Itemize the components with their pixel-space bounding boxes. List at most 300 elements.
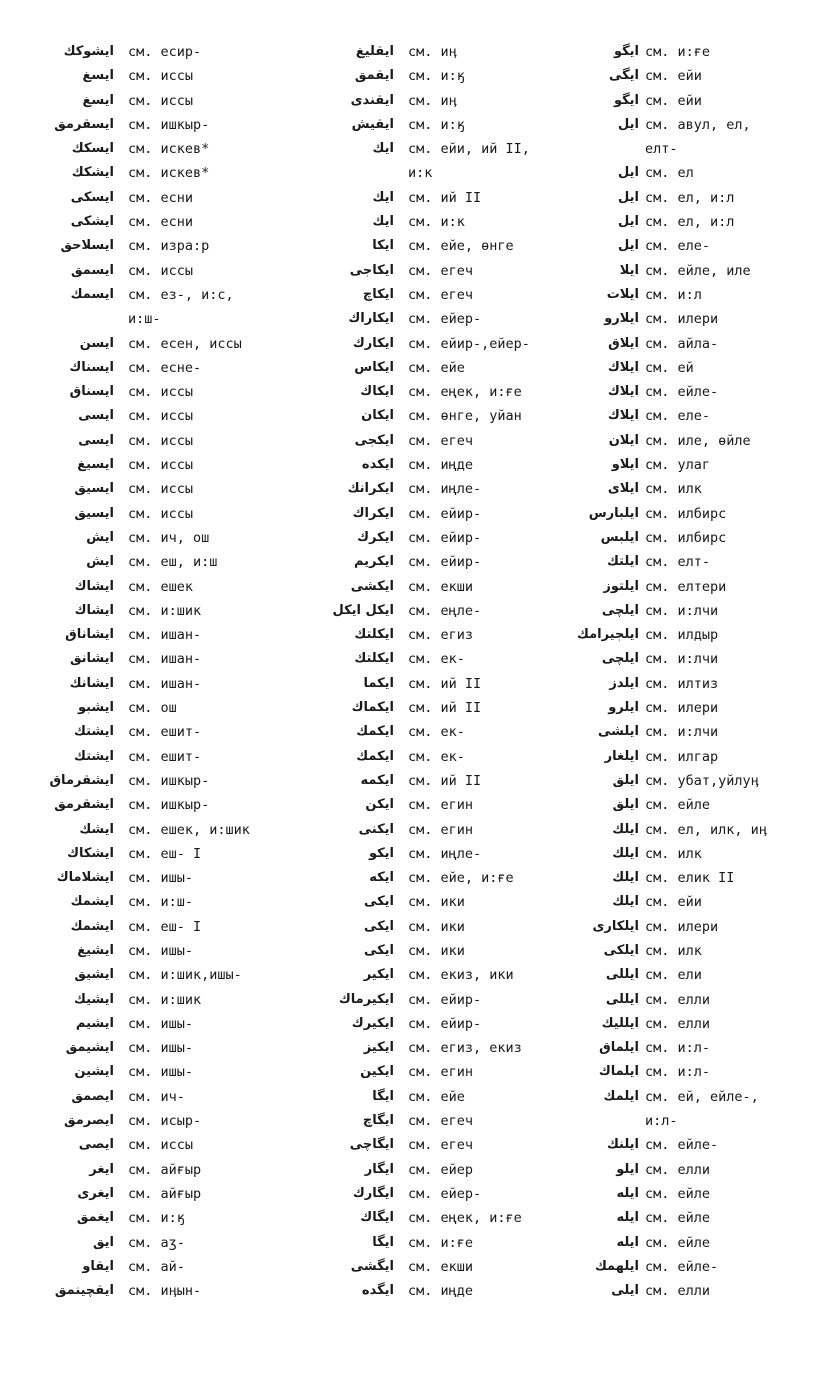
dictionary-entry — [10, 890, 275, 914]
headword-arabic: ایلچی — [601, 602, 639, 618]
cross-reference-gloss: см. ейир- — [408, 529, 482, 546]
cross-reference-gloss: см. еле- — [645, 408, 711, 425]
dictionary-entry — [10, 939, 275, 963]
headword-arabic: ایگار — [364, 1161, 394, 1177]
cross-reference-gloss: см. еш- I — [128, 918, 202, 935]
cross-reference-gloss: см. еңек, и:ғе — [408, 1210, 522, 1227]
cross-reference-gloss: см. есне- — [128, 359, 202, 376]
headword-arabic: ایكی — [363, 918, 394, 934]
headword-arabic: ایلاك — [607, 408, 639, 424]
dictionary-entry — [566, 575, 828, 599]
dictionary-entry — [10, 793, 275, 817]
dictionary-entry — [10, 137, 275, 161]
headword-arabic: ایشیك — [74, 991, 114, 1007]
headword-arabic: ایلرو — [608, 700, 639, 716]
headword-arabic: ایگاك — [360, 1210, 394, 1226]
headword-arabic: ایشانك — [69, 675, 114, 691]
headword-arabic: ایلهمك — [594, 1258, 639, 1274]
dictionary-entry — [10, 380, 275, 404]
dictionary-entry — [10, 915, 275, 939]
headword-arabic: ایلنك — [606, 1137, 639, 1153]
dictionary-entry — [566, 550, 828, 574]
dictionary-entry — [10, 502, 275, 526]
headword-arabic: ایللی — [605, 991, 639, 1007]
cross-reference-gloss: см. ейер- — [408, 311, 482, 328]
cross-reference-gloss: см. илери — [645, 700, 719, 717]
dictionary-entry — [10, 453, 275, 477]
headword-arabic: ایشوکك — [63, 44, 114, 59]
dictionary-entry — [10, 550, 275, 574]
dictionary-entry — [566, 1206, 828, 1230]
dictionary-entry — [566, 307, 828, 331]
cross-reference-gloss: см. екши — [408, 578, 474, 595]
dictionary-entry — [10, 842, 275, 866]
dictionary-entry — [566, 526, 828, 550]
cross-reference-gloss: см. иссы — [128, 68, 194, 85]
cross-reference-gloss: см. егеч — [408, 432, 474, 449]
cross-reference-gloss: см. ош — [128, 700, 177, 717]
cross-reference-gloss: см. илтиз — [645, 675, 719, 692]
cross-reference-gloss: см. есни — [128, 189, 194, 206]
dictionary-entry — [566, 380, 828, 404]
headword-arabic: ایقندی — [350, 92, 394, 108]
headword-arabic: ایقچینمق — [54, 1283, 114, 1299]
dictionary-entry — [10, 599, 275, 623]
dictionary-entry — [10, 1206, 275, 1230]
dictionary-entry — [10, 477, 275, 501]
dictionary-entry — [10, 1133, 275, 1157]
cross-reference-gloss: см. елли — [645, 991, 711, 1008]
cross-reference-gloss: см. ейир- — [408, 991, 482, 1008]
dictionary-entry — [566, 1060, 828, 1084]
cross-reference-gloss: см. иӊ — [408, 92, 457, 109]
dictionary-entry — [300, 842, 565, 866]
dictionary-entry — [10, 404, 275, 428]
dictionary-entry — [300, 113, 565, 137]
headword-arabic: ایكیز — [363, 1040, 394, 1056]
headword-arabic: ایقیش — [351, 116, 394, 132]
headword-arabic: ایسمق — [71, 262, 114, 278]
headword-arabic: ایصی — [78, 1137, 114, 1153]
dictionary-entry — [300, 210, 565, 234]
headword-arabic: ایله — [616, 1234, 639, 1250]
headword-arabic: ایشین — [74, 1064, 114, 1080]
cross-reference-gloss: см. иңде — [408, 457, 474, 474]
cross-reference-gloss: см. иссы — [128, 481, 194, 498]
dictionary-entry — [300, 1182, 565, 1206]
dictionary-entry — [300, 720, 565, 744]
dictionary-column-1 — [10, 40, 275, 1303]
cross-reference-gloss: см. улаг — [645, 457, 711, 474]
headword-arabic: ایلك — [612, 845, 639, 861]
headword-arabic: ایلاق — [608, 335, 639, 351]
dictionary-entry — [300, 186, 565, 210]
cross-reference-gloss: см. егеч — [408, 286, 474, 303]
headword-arabic: ایسكك — [71, 141, 114, 157]
headword-arabic: ایگی — [608, 68, 639, 84]
cross-reference-gloss: см. илдыр — [645, 627, 719, 644]
cross-reference-gloss: см. и:ш- — [128, 894, 194, 911]
headword-arabic: ایسی — [78, 432, 114, 448]
cross-reference-gloss: см. елт- — [645, 554, 711, 571]
headword-arabic: ایلشی — [597, 724, 639, 740]
cross-reference-gloss: см. илк — [645, 845, 702, 862]
cross-reference-gloss: см. елли — [645, 1015, 711, 1032]
dictionary-entry — [300, 1158, 565, 1182]
headword-arabic: ایله — [616, 1185, 639, 1201]
headword-arabic: ایسیغ — [77, 457, 114, 473]
headword-arabic: ایكاس — [354, 359, 394, 375]
headword-arabic: ایل — [618, 214, 639, 230]
headword-arabic: ایقاو — [82, 1258, 114, 1274]
dictionary-entry — [10, 429, 275, 453]
headword-arabic: ایكماك — [351, 700, 394, 716]
cross-reference-gloss: см. ишкыр- — [128, 772, 210, 789]
cross-reference-gloss: см. иңле- — [408, 481, 482, 498]
dictionary-entry — [10, 988, 275, 1012]
dictionary-entry — [10, 1231, 275, 1255]
dictionary-entry — [566, 672, 828, 696]
dictionary-entry — [300, 1036, 565, 1060]
cross-reference-gloss: см. екиз, ики — [408, 967, 514, 984]
cross-reference-gloss: см. убат,уйлуӊ — [645, 772, 759, 789]
dictionary-entry — [566, 623, 828, 647]
cross-reference-gloss: см. егеч — [408, 1137, 474, 1154]
dictionary-entry — [566, 1182, 828, 1206]
dictionary-entry — [300, 380, 565, 404]
cross-reference-gloss: см. ейир- — [408, 1015, 482, 1032]
headword-arabic: ایقلیغ — [355, 44, 394, 59]
headword-arabic: ایلك — [612, 894, 639, 910]
headword-arabic: ایلبس — [600, 529, 639, 545]
dictionary-entry — [10, 283, 275, 332]
dictionary-entry — [566, 429, 828, 453]
dictionary-entry — [300, 453, 565, 477]
dictionary-entry — [300, 1255, 565, 1279]
dictionary-entry — [300, 64, 565, 88]
cross-reference-gloss: см. ей, ейле-, и:л- — [645, 1088, 759, 1130]
cross-reference-gloss: см. елик II — [645, 870, 735, 887]
dictionary-entry — [10, 1036, 275, 1060]
dictionary-entry — [10, 161, 275, 185]
dictionary-entry — [566, 769, 828, 793]
dictionary-entry — [566, 915, 828, 939]
headword-arabic: ایكمك — [356, 724, 394, 740]
dictionary-entry — [566, 599, 828, 623]
cross-reference-gloss: см. еңек, и:ғе — [408, 384, 522, 401]
headword-arabic: ایلای — [607, 481, 639, 497]
headword-arabic: ایكریم — [353, 554, 394, 570]
cross-reference-gloss: см. ейе — [408, 359, 465, 376]
headword-arabic: ایكده — [361, 457, 394, 473]
headword-arabic: ایكرك — [357, 529, 394, 545]
cross-reference-gloss: см. ейер- — [408, 1185, 482, 1202]
cross-reference-gloss: см. еңле- — [408, 602, 482, 619]
dictionary-entry — [10, 647, 275, 671]
headword-arabic: ایشلاماك — [56, 870, 114, 886]
headword-arabic: ایلی — [611, 1283, 639, 1299]
headword-arabic: ایش — [86, 554, 114, 570]
headword-arabic: ایشبو — [77, 700, 114, 716]
cross-reference-gloss: см. ейе — [408, 1088, 465, 1105]
cross-reference-gloss: см. ейе, өнге — [408, 238, 514, 255]
cross-reference-gloss: см. ишкыр- — [128, 116, 210, 133]
dictionary-entry — [300, 1279, 565, 1303]
cross-reference-gloss: см. ейле- — [645, 1137, 719, 1154]
dictionary-entry — [566, 988, 828, 1012]
dictionary-entry — [566, 720, 828, 744]
headword-arabic: ایل — [618, 189, 639, 205]
dictionary-entry — [566, 1036, 828, 1060]
headword-arabic: ایسناك — [69, 359, 114, 375]
headword-arabic: ایكیر — [363, 967, 394, 983]
headword-arabic: ایشیم — [75, 1015, 114, 1031]
dictionary-entry — [10, 575, 275, 599]
cross-reference-gloss: см. ич- — [128, 1088, 185, 1105]
dictionary-entry — [566, 1279, 828, 1303]
cross-reference-gloss: см. ишы- — [128, 1064, 194, 1081]
headword-arabic: ایل — [618, 165, 639, 181]
cross-reference-gloss: см. еле- — [645, 238, 711, 255]
cross-reference-gloss: см. ейле- — [645, 384, 719, 401]
cross-reference-gloss: см. иссы — [128, 92, 194, 109]
cross-reference-gloss: см. иңде — [408, 1283, 474, 1300]
dictionary-entry — [300, 234, 565, 258]
cross-reference-gloss: см. ешек — [128, 578, 194, 595]
headword-arabic: ایسناق — [69, 384, 114, 400]
dictionary-entry — [10, 1085, 275, 1109]
cross-reference-gloss: см. өнге, уйан — [408, 408, 522, 425]
cross-reference-gloss: см. ейле — [645, 1210, 711, 1227]
dictionary-entry — [300, 550, 565, 574]
headword-arabic: ایشتك — [74, 748, 114, 764]
cross-reference-gloss: см. и:ғе — [408, 1234, 474, 1251]
headword-arabic: ایلمك — [603, 1088, 639, 1104]
dictionary-column-2 — [300, 40, 565, 1303]
cross-reference-gloss: см. егин — [408, 821, 474, 838]
dictionary-entry — [300, 137, 565, 186]
cross-reference-gloss: см. ишан- — [128, 675, 202, 692]
cross-reference-gloss: см. ек- — [408, 724, 465, 741]
cross-reference-gloss: см. ишы- — [128, 942, 194, 959]
headword-arabic: ایكو — [368, 845, 394, 861]
dictionary-entry — [566, 1255, 828, 1279]
cross-reference-gloss: см. айла- — [645, 335, 719, 352]
dictionary-entry — [300, 1231, 565, 1255]
headword-arabic: ایلکی — [603, 942, 639, 958]
dictionary-entry — [10, 963, 275, 987]
dictionary-entry — [10, 332, 275, 356]
dictionary-entry — [10, 356, 275, 380]
cross-reference-gloss: см. ейир- — [408, 505, 482, 522]
dictionary-entry — [300, 1085, 565, 1109]
headword-arabic: ایقمق — [354, 68, 394, 84]
dictionary-entry — [566, 1158, 828, 1182]
dictionary-entry — [566, 818, 828, 842]
headword-arabic: ایلق — [612, 797, 639, 813]
headword-arabic: ایسغ — [82, 92, 114, 108]
headword-arabic: ایشقرمق — [54, 797, 114, 813]
dictionary-entry — [10, 1279, 275, 1303]
headword-arabic: ایكمك — [356, 748, 394, 764]
headword-arabic: ایكاجی — [349, 262, 394, 278]
cross-reference-gloss: см. иӊын- — [128, 1283, 202, 1300]
headword-arabic: ایكنی — [358, 821, 394, 837]
headword-arabic: ایكلتك — [354, 627, 394, 643]
headword-arabic: ایش — [86, 529, 114, 545]
dictionary-entry — [566, 866, 828, 890]
dictionary-entry — [300, 939, 565, 963]
headword-arabic: ایشانق — [69, 651, 114, 667]
headword-arabic: ایسن — [79, 335, 114, 351]
cross-reference-gloss: см. и:л- — [645, 1040, 711, 1057]
cross-reference-gloss: см. илбирс — [645, 529, 727, 546]
dictionary-entry — [566, 161, 828, 185]
cross-reference-gloss: см. елли — [645, 1161, 711, 1178]
headword-arabic: ایگارك — [352, 1185, 394, 1201]
dictionary-entry — [10, 1255, 275, 1279]
cross-reference-gloss: см. ики — [408, 918, 465, 935]
headword-arabic: ایلتوز — [603, 578, 639, 594]
headword-arabic: ایكی — [363, 942, 394, 958]
cross-reference-gloss: см. иссы — [128, 457, 194, 474]
cross-reference-gloss: см. ики — [408, 894, 465, 911]
dictionary-entry — [300, 963, 565, 987]
headword-arabic: ایللیك — [601, 1015, 639, 1031]
cross-reference-gloss: см. и:ӄ — [408, 68, 465, 85]
headword-arabic: ایشتك — [74, 724, 114, 740]
headword-arabic: ایشکی — [70, 214, 114, 230]
cross-reference-gloss: см. ел, илк, иӊ — [645, 821, 767, 838]
dictionary-entry — [566, 842, 828, 866]
headword-arabic: ایگو — [613, 44, 639, 59]
cross-reference-gloss: см. ейир- — [408, 554, 482, 571]
dictionary-entry — [10, 40, 275, 64]
cross-reference-gloss: см. ел, и:л — [645, 214, 735, 231]
cross-reference-gloss: см. илери — [645, 311, 719, 328]
headword-arabic: ایشاك — [74, 602, 114, 618]
dictionary-entry — [300, 502, 565, 526]
cross-reference-gloss: см. ишан- — [128, 627, 202, 644]
headword-arabic: ایكمه — [360, 772, 394, 788]
cross-reference-gloss: см. иссы — [128, 262, 194, 279]
cross-reference-gloss: см. ишы- — [128, 1015, 194, 1032]
dictionary-entry — [10, 210, 275, 234]
headword-arabic: ایكل ایكل — [332, 602, 394, 618]
cross-reference-gloss: см. и:л — [645, 286, 702, 303]
dictionary-entry — [566, 647, 828, 671]
cross-reference-gloss: см. илери — [645, 918, 719, 935]
cross-reference-gloss: см. и:шик — [128, 602, 202, 619]
cross-reference-gloss: см. елли — [645, 1283, 711, 1300]
dictionary-entry — [10, 1182, 275, 1206]
dictionary-entry — [300, 866, 565, 890]
cross-reference-gloss: см. илгар — [645, 748, 719, 765]
dictionary-entry — [300, 890, 565, 914]
headword-arabic: ایل — [618, 116, 639, 132]
headword-arabic: ایكین — [360, 1064, 394, 1080]
dictionary-entry — [566, 186, 828, 210]
headword-arabic: ایكجی — [354, 432, 394, 448]
dictionary-entry — [566, 113, 828, 162]
cross-reference-gloss: см. ейи — [645, 894, 702, 911]
headword-arabic: ایلق — [612, 772, 639, 788]
headword-arabic: ایشك — [79, 821, 114, 837]
dictionary-entry — [566, 502, 828, 526]
headword-arabic: ایكان — [361, 408, 394, 424]
cross-reference-gloss: см. и:л- — [645, 1064, 711, 1081]
cross-reference-gloss: см. ейле, иле — [645, 262, 751, 279]
cross-reference-gloss: см. есни — [128, 214, 194, 231]
dictionary-entry — [10, 64, 275, 88]
headword-arabic: ایك — [372, 189, 394, 205]
dictionary-entry — [300, 477, 565, 501]
headword-arabic: ایكاك — [360, 384, 394, 400]
cross-reference-gloss: см. ешит- — [128, 724, 202, 741]
dictionary-entry — [10, 259, 275, 283]
dictionary-entry — [566, 40, 828, 64]
dictionary-entry — [300, 283, 565, 307]
dictionary-entry — [566, 332, 828, 356]
headword-arabic: ایشیغ — [77, 942, 114, 958]
dictionary-entry — [566, 793, 828, 817]
headword-arabic: ایكلتك — [354, 651, 394, 667]
cross-reference-gloss: см. айғыр — [128, 1185, 202, 1202]
dictionary-entry — [10, 745, 275, 769]
cross-reference-gloss: см. иссы — [128, 384, 194, 401]
headword-arabic: ایگاچ — [362, 1113, 394, 1129]
cross-reference-gloss: см. ек- — [408, 651, 465, 668]
headword-arabic: ایكاراك — [348, 311, 394, 327]
cross-reference-gloss: см. ел — [645, 165, 694, 182]
headword-arabic: ایكرانك — [347, 481, 394, 497]
dictionary-entry — [300, 672, 565, 696]
dictionary-entry — [566, 963, 828, 987]
cross-reference-gloss: см. ешит- — [128, 748, 202, 765]
dictionary-entry — [10, 1012, 275, 1036]
dictionary-entry — [300, 1012, 565, 1036]
cross-reference-gloss: см. и:лчи — [645, 602, 719, 619]
cross-reference-gloss: см. и:ғе — [645, 44, 711, 60]
dictionary-entry — [300, 526, 565, 550]
cross-reference-gloss: см. ай- — [128, 1258, 185, 1275]
cross-reference-gloss: см. егин — [408, 797, 474, 814]
cross-reference-gloss: см. ишы- — [128, 870, 194, 887]
headword-arabic: ایكراك — [352, 505, 394, 521]
headword-arabic: ایشاك — [74, 578, 114, 594]
headword-arabic: ایشاناق — [65, 627, 114, 643]
dictionary-entry — [566, 64, 828, 88]
headword-arabic: ایكه — [369, 870, 394, 886]
dictionary-entry — [566, 745, 828, 769]
cross-reference-gloss: см. есен, иссы — [128, 335, 242, 352]
headword-arabic: ایكن — [365, 797, 394, 813]
dictionary-entry — [10, 1109, 275, 1133]
dictionary-entry — [10, 866, 275, 890]
dictionary-entry — [300, 1060, 565, 1084]
cross-reference-gloss: см. илбирс — [645, 505, 727, 522]
headword-arabic: ایسلاحق — [60, 238, 114, 254]
dictionary-entry — [300, 988, 565, 1012]
cross-reference-gloss: см. ел, и:л — [645, 189, 735, 206]
cross-reference-gloss: см. ики — [408, 942, 465, 959]
cross-reference-gloss: см. ейле — [645, 1185, 711, 1202]
headword-arabic: ایسمك — [70, 286, 114, 302]
dictionary-entry — [300, 745, 565, 769]
cross-reference-gloss: см. и:шик — [128, 991, 202, 1008]
headword-arabic: ایلکاری — [592, 918, 639, 934]
dictionary-entry — [10, 186, 275, 210]
